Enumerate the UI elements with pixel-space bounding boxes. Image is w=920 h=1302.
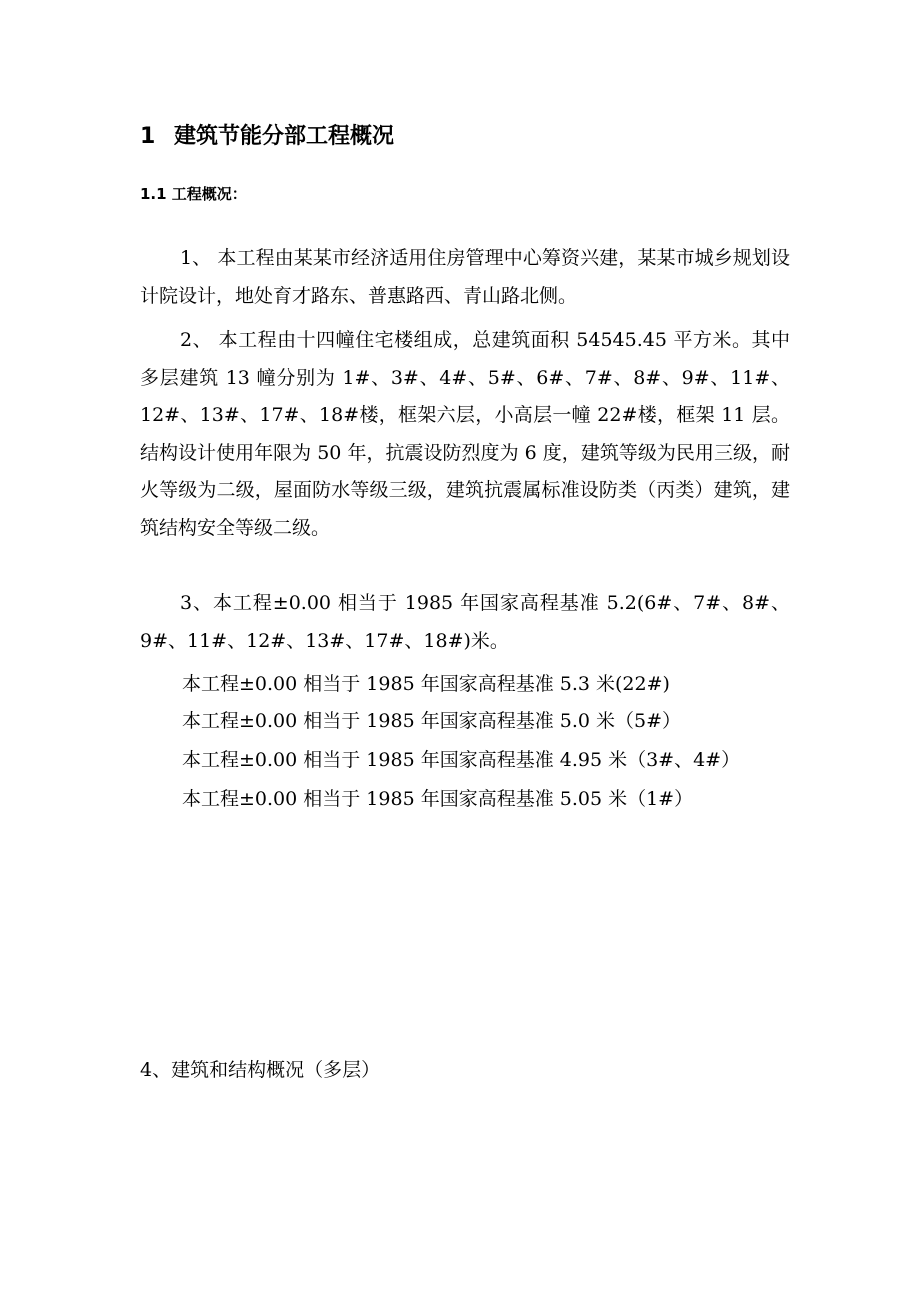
paragraph-1: 1、 本工程由某某市经济适用住房管理中心筹资兴建，某某市城乡规划设计院设计，地处育才路东、普惠路西、青山路北侧。 [140, 247, 790, 307]
section-title: 建筑节能分部工程概况 [174, 124, 395, 149]
elevation-line: 本工程±0.00 相当于 1985 年国家高程基准 4.95 米（3#、4#） [182, 749, 741, 771]
paragraph-2: 2、 本工程由十四幢住宅楼组成，总建筑面积 54545.45 平方米。其中多层建筑 13 幢分别为 1#、3#、4#、5#、6#、7#、8#、9#、11#、12#、13#、17#、18#楼，框架六层，小高层一幢 22#楼，框架 11 层。结构设计使用年限为 50 年，抗震设防烈度为 6 度，建筑等级为民用三级，耐火等级为二级，屋面防水等级三级，建筑抗震属标准设防类（丙类）建筑，建筑结构安全等级二级。 [140, 329, 790, 539]
elevation-line: 本工程±0.00 相当于 1985 年国家高程基准 5.3 米(22#) [182, 673, 670, 695]
subsection-heading: 1.1 工程概况： [140, 185, 247, 203]
elevation-line: 本工程±0.00 相当于 1985 年国家高程基准 5.0 米（5#） [182, 710, 682, 732]
elevation-line: 本工程±0.00 相当于 1985 年国家高程基准 5.05 米（1#） [182, 788, 694, 810]
section-heading [140, 121, 394, 153]
section-4-title: 4、建筑和结构概况（多层） [140, 1059, 381, 1081]
paragraph-3: 3、本工程±0.00 相当于 1985 年国家高程基准 5.2(6#、7#、8#、9#、11#、12#、13#、17#、18#)米。 [140, 592, 790, 652]
section-number: 1 [140, 124, 156, 149]
